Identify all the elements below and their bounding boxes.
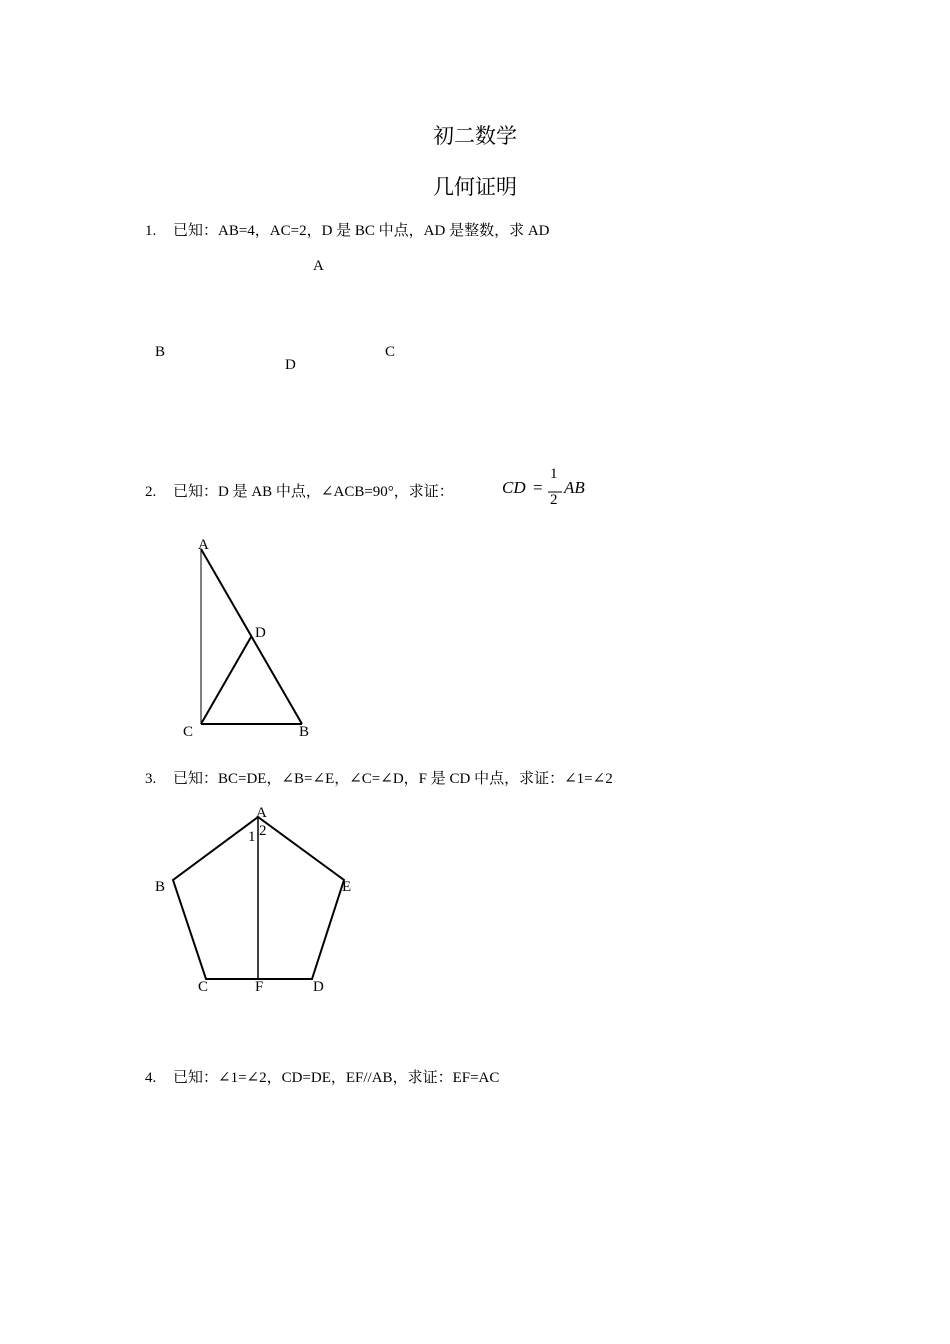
problem-number: 3.	[145, 771, 157, 787]
formula-lhs: CD	[502, 478, 526, 497]
p3-label-f: F	[255, 979, 264, 995]
problem-text: 已知：D 是 AB 中点，∠ACB=90°，求证：	[173, 484, 454, 500]
problem-text: 已知：AB=4，AC=2，D 是 BC 中点，AD 是整数，求 AD	[173, 223, 550, 239]
formula-denominator: 2	[550, 492, 558, 508]
p1-label-b: B	[155, 344, 166, 360]
problem-text: 已知：BC=DE，∠B=∠E，∠C=∠D，F 是 CD 中点，求证：∠1=∠2	[173, 771, 613, 787]
p3-label-e: E	[342, 879, 352, 895]
segment-cd	[201, 637, 251, 724]
p3-label-angle-2: 2	[259, 823, 267, 839]
problem-number: 2.	[145, 484, 157, 500]
formula-eq: =	[533, 478, 543, 497]
p1-label-a: A	[313, 258, 324, 274]
problem-number: 4.	[145, 1070, 157, 1086]
page-title: 初二数学	[433, 124, 517, 148]
p2-label-d: D	[255, 625, 266, 641]
pentagon-figure	[173, 817, 344, 979]
right-triangle-figure	[201, 549, 302, 724]
formula-rhs: AB	[564, 478, 585, 497]
fraction-bar	[548, 491, 562, 493]
formula-numerator: 1	[550, 466, 558, 482]
problem-number: 1.	[145, 223, 157, 239]
p3-label-a: A	[256, 805, 267, 821]
p3-label-c: C	[198, 979, 209, 995]
p2-label-b: B	[299, 724, 310, 740]
p3-label-b: B	[155, 879, 166, 895]
p3-label-angle-1: 1	[248, 829, 256, 845]
p1-label-c: C	[385, 344, 396, 360]
p1-label-d: D	[285, 357, 296, 373]
p2-label-a: A	[198, 537, 209, 553]
p2-label-c: C	[183, 724, 194, 740]
p3-label-d: D	[313, 979, 324, 995]
problem-text: 已知：∠1=∠2，CD=DE，EF//AB，求证：EF=AC	[173, 1070, 500, 1086]
page-subtitle: 几何证明	[433, 175, 517, 199]
